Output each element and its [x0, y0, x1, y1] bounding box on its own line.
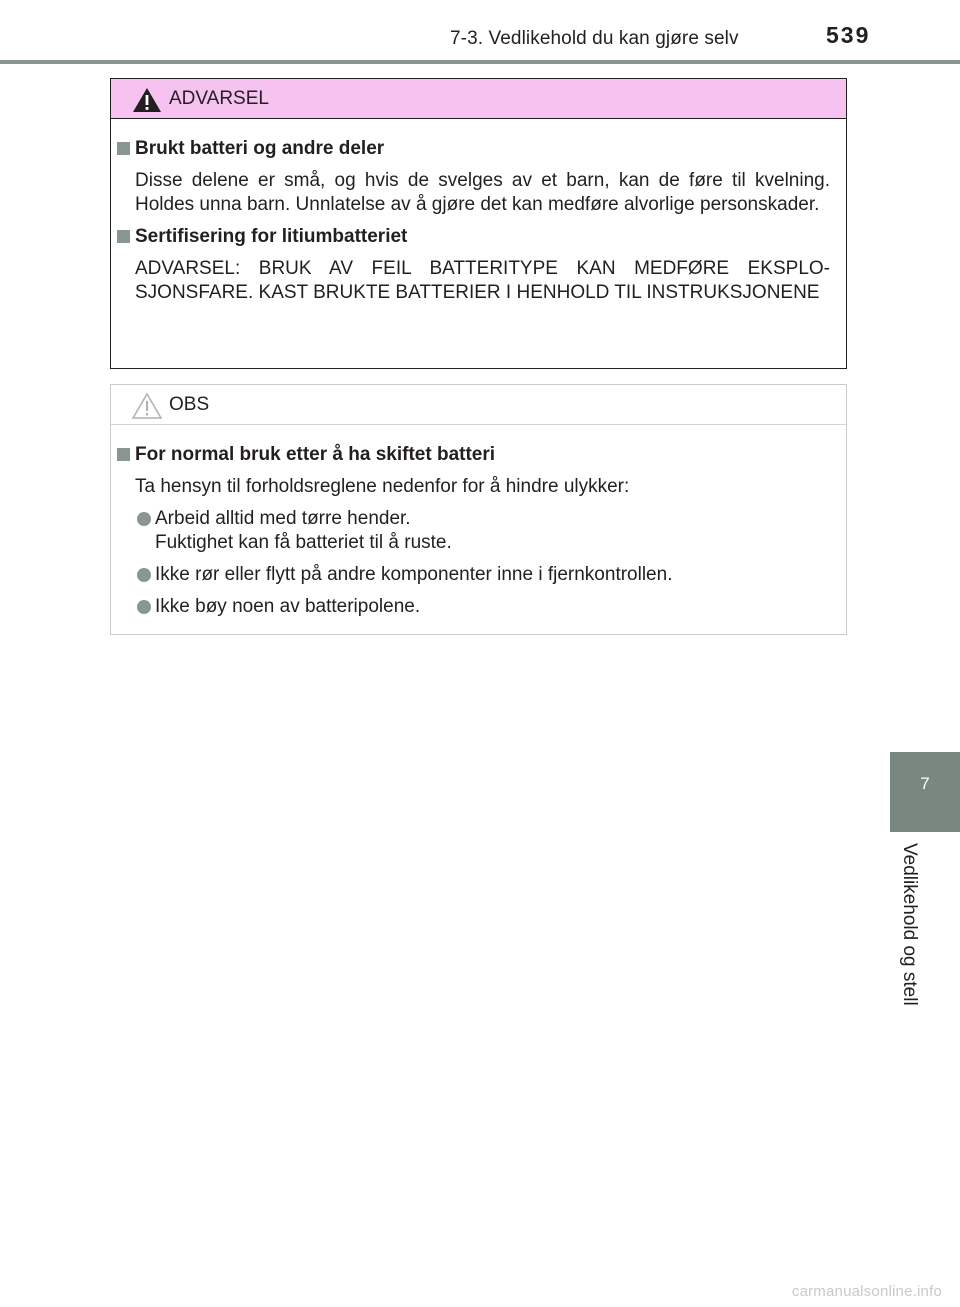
warning-section-text: Disse delene er små, og hvis de svelges av et barn, kan de føre til kvelning. Holdes unna barn. Unnlatelse av å gjøre det kan medføre alvorlige personskader. [135, 170, 830, 215]
warning-box [110, 78, 847, 369]
notice-box [110, 384, 847, 635]
header-divider [0, 60, 960, 64]
square-bullet-icon [117, 230, 130, 243]
list-item: Ikke rør eller flytt på andre komponenter inne i fjernkontrollen. [135, 563, 830, 587]
square-bullet-icon [117, 448, 130, 461]
warning-triangle-icon [131, 86, 163, 114]
caution-triangle-icon [131, 392, 163, 420]
circle-bullet-icon [137, 600, 151, 614]
warning-label: ADVARSEL [169, 88, 269, 109]
circle-bullet-icon [137, 568, 151, 582]
chapter-number: 7 [920, 774, 930, 793]
notice-section-title: For normal bruk etter å ha skiftet batteri [111, 443, 830, 467]
notice-box-header [111, 385, 846, 425]
list-item: Arbeid alltid med tørre hender. Fuktighet kan få batteriet til å ruste. [135, 507, 830, 555]
watermark: carmanualsonline.info [791, 1283, 942, 1300]
section-title: 7-3. Vedlikehold du kan gjøre selv [450, 28, 739, 49]
circle-bullet-icon [137, 512, 151, 526]
warning-section-text: ADVARSEL: BRUK AV FEIL BATTERITYPE KAN MEDFØRE EKSPLOSJONSFARE. KAST BRUKTE BATTERIER I HENHOLD TIL INSTRUKSJONENE [135, 258, 830, 303]
square-bullet-icon [117, 142, 130, 155]
page-number: 539 [826, 22, 871, 48]
chapter-tab [890, 752, 960, 832]
notice-intro: Ta hensyn til forholdsreglene nedenfor for å hindre ulykker: [135, 476, 630, 497]
list-item: Ikke bøy noen av batteripolene. [135, 595, 830, 619]
warning-section-title: Sertifisering for litiumbatteriet [111, 225, 830, 249]
notice-label: OBS [169, 394, 210, 415]
warning-box-header [111, 79, 846, 119]
chapter-title: Vedlikehold og stell [899, 843, 920, 1006]
warning-section-title: Brukt batteri og andre deler [111, 137, 830, 161]
